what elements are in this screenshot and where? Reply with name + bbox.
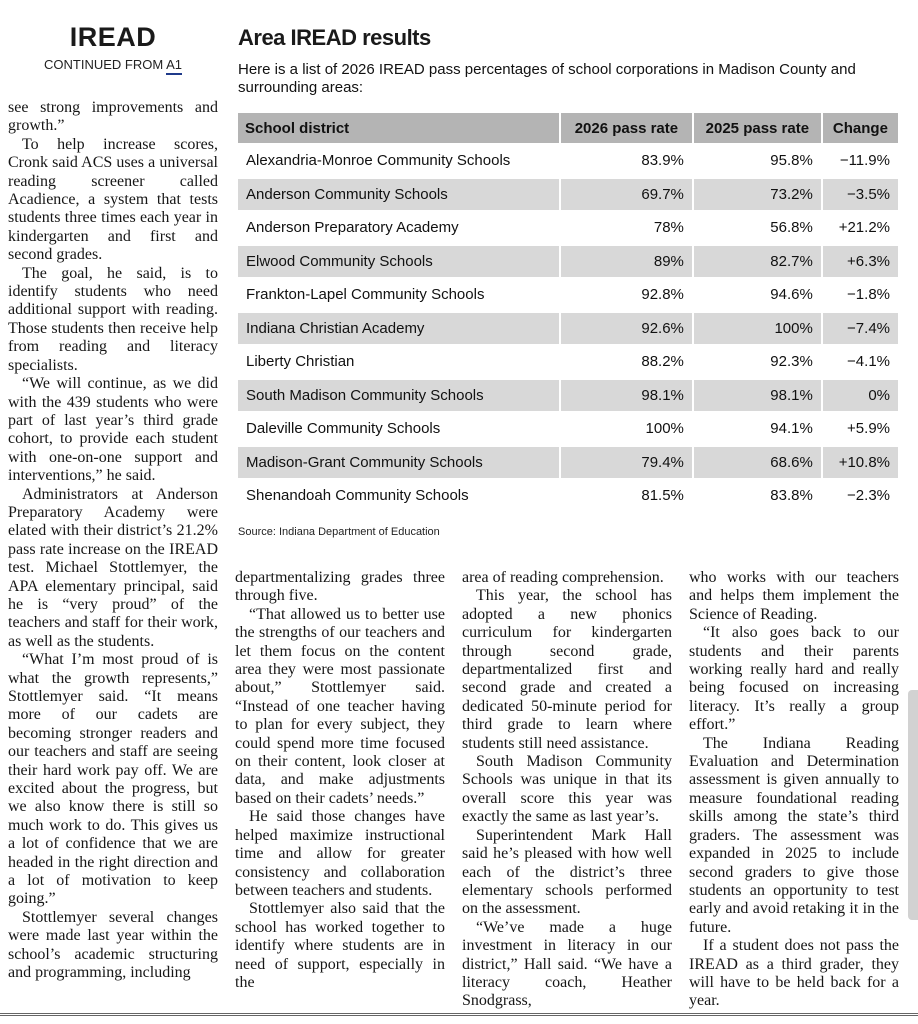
table-row [238,279,898,311]
article-paragraph: Superintendent Mark Hall said he’s pleased with how well each of the district’s three elementary schools performed on the assessment. [462,826,672,918]
table-row [238,179,898,211]
article-paragraph: “We will continue, as we did with the 439 students who were part of last year’s third grade cohort, to provide each student with one-on-one support and interventions,” he said. [8,375,218,485]
source-credit: Source: Indiana Department of Education [238,525,440,538]
change-cell: +6.3% [823,246,898,278]
article-paragraph: see strong improvements and growth.” [8,99,218,135]
table-row [238,212,898,244]
table-row [238,246,898,278]
table-row [238,380,898,412]
column-header-2025: 2025 pass rate [694,113,821,143]
article-column-1 [8,99,218,983]
sidebar-intro: Here is a list of 2026 IREAD pass percentages of school corporations in Madison County and surrounding areas: [238,61,856,96]
change-cell: −1.8% [847,286,890,304]
change-cell: −11.9% [839,152,890,170]
district-cell: Anderson Community Schools [238,179,559,211]
article-paragraph: The Indiana Reading Evaluation and Determination assessment is given annually to measure foundational reading skills among the state’s third graders. The assessment was expanded in 2025 to include second graders to give those students an opportunity to test early and avoid retaking it in the future. [689,734,899,936]
table-row [238,447,898,479]
table-row [238,313,898,345]
table-header-row [238,113,898,143]
article-paragraph: “We’ve made a huge investment in literacy in our district,” Hall said. “We have a literacy coach, Heather Snodgrass, [462,918,672,1010]
rate-2025-cell: 100% [694,313,821,345]
jump-line [0,57,226,72]
rate-2026-cell: 69.7% [561,179,692,211]
district-cell: Shenandoah Community Schools [246,487,469,505]
district-cell: Anderson Preparatory Academy [246,219,459,237]
article-paragraph: South Madison Community Schools was unique in that its overall score this year was exactly the same as last year’s. [462,753,672,826]
jump-page-link[interactable]: A1 [166,57,182,75]
change-cell: +21.2% [838,219,890,237]
rate-2026-cell: 88.2% [641,353,684,371]
rate-2026-cell: 78% [653,219,684,237]
rate-2025-cell: 73.2% [694,179,821,211]
district-cell: Frankton-Lapel Community Schools [246,286,485,304]
change-cell: +10.8% [823,447,898,479]
article-paragraph: “What I’m most proud of is what the growth represents,” Stottlemyer said. “It means more of our cadets are becoming stronger readers and our teachers and staff are seeing their hard work pay off. We are excited about the progress, but we also know there is still so much work to do. This gives us a lot of confidence that we are headed in the right direction and a lot of motivation to keep going.” [8,651,218,908]
rate-2025-cell: 68.6% [694,447,821,479]
change-cell: −3.5% [823,179,898,211]
jump-line-prefix: CONTINUED FROM [44,57,167,72]
page-bottom-rule [0,1013,918,1016]
change-cell: +5.9% [847,420,890,438]
rate-2026-cell: 79.4% [561,447,692,479]
article-paragraph: This year, the school has adopted a new phonics curriculum for kindergarten through second grade, departmentalized first and second grade and created a dedicated 50-minute period for third grade to learn where students still need assistance. [462,587,672,752]
district-cell: South Madison Community Schools [238,380,559,412]
sidebar-title: Area IREAD results [238,25,431,50]
table-row [238,346,898,378]
results-table-body [238,145,898,512]
table-row [238,413,898,445]
rate-2025-cell: 98.1% [694,380,821,412]
article-column-3 [462,569,672,1011]
change-cell: −2.3% [847,487,890,505]
table-row [238,145,898,177]
article-paragraph: If a student does not pass the IREAD as a third grader, they will have to be held back for a year. [689,937,899,1010]
article-paragraph: “That allowed us to better use the strengths of our teachers and let them focus on the content area they were most passionate about,” Stottlemyer said. “Instead of one teacher having to plan for every subject, they could spend more time focused on their content, look closer at data, and make adjustments based on their cadets’ needs.” [235,605,445,807]
rate-2025-cell: 82.7% [694,246,821,278]
article-paragraph: To help increase scores, Cronk said ACS uses a universal reading screener called Acadience, a system that tests students three times each year in kindergarten and first and second grades. [8,135,218,264]
article-paragraph: He said those changes have helped maximize instructional time and allow for greater consistency and collaboration between teachers and students. [235,808,445,899]
results-sidebar [238,25,898,538]
article-paragraph: “It also goes back to our students and their parents working really hard and really being focused on increasing literacy. It’s really a group effort.” [689,624,899,734]
rate-2026-cell: 98.1% [561,380,692,412]
article-column-2 [235,569,445,992]
change-cell: 0% [823,380,898,412]
article-paragraph: Stottlemyer several changes were made last year within the school’s academic structuring and programming, including [8,908,218,982]
rate-2025-cell: 83.8% [770,487,813,505]
table-row [238,480,898,512]
district-cell: Madison-Grant Community Schools [238,447,559,479]
article-paragraph: departmentalizing grades three through five. [235,569,445,605]
district-cell: Alexandria-Monroe Community Schools [246,152,511,170]
story-header [0,22,226,72]
scrollbar-thumb[interactable] [908,690,918,920]
rate-2026-cell: 100% [645,420,684,438]
article-paragraph: area of reading comprehension. [462,569,664,586]
rate-2026-cell: 89% [561,246,692,278]
article-paragraph: The goal, he said, is to identify students who need additional support with reading. Those students then receive help from reading and literacy specialists. [8,264,218,374]
rate-2026-cell: 92.8% [641,286,684,304]
rate-2025-cell: 92.3% [770,353,813,371]
article-paragraph: Administrators at Anderson Preparatory Academy were elated with their district’s 21.2% pass rate increase on the IREAD test. Michael Stottlemyer, the APA elementary principal, said he is “very proud” of the teachers and staff for their work, as well as the students. [8,485,218,650]
rate-2026-cell: 81.5% [641,487,684,505]
rate-2026-cell: 92.6% [561,313,692,345]
rate-2025-cell: 95.8% [770,152,813,170]
rate-2026-cell: 83.9% [641,152,684,170]
district-cell: Liberty Christian [246,353,355,371]
district-cell: Elwood Community Schools [238,246,559,278]
article-column-4 [689,569,899,1011]
rate-2025-cell: 94.1% [770,420,813,438]
results-table [236,111,900,514]
district-cell: Indiana Christian Academy [238,313,559,345]
article-paragraph: Stottlemyer also said that the school has worked together to identify where students are in need of support, especially in the [235,900,445,991]
change-cell: −4.1% [847,353,890,371]
change-cell: −7.4% [823,313,898,345]
rate-2025-cell: 56.8% [770,219,813,237]
story-kicker: IREAD [69,22,157,52]
district-cell: Daleville Community Schools [246,420,441,438]
column-header-change: Change [823,113,898,143]
rate-2025-cell: 94.6% [770,286,813,304]
article-paragraph: who works with our teachers and helps them implement the Science of Reading. [689,569,899,623]
column-header-2026: 2026 pass rate [561,113,692,143]
column-header-district: School district [238,113,559,143]
